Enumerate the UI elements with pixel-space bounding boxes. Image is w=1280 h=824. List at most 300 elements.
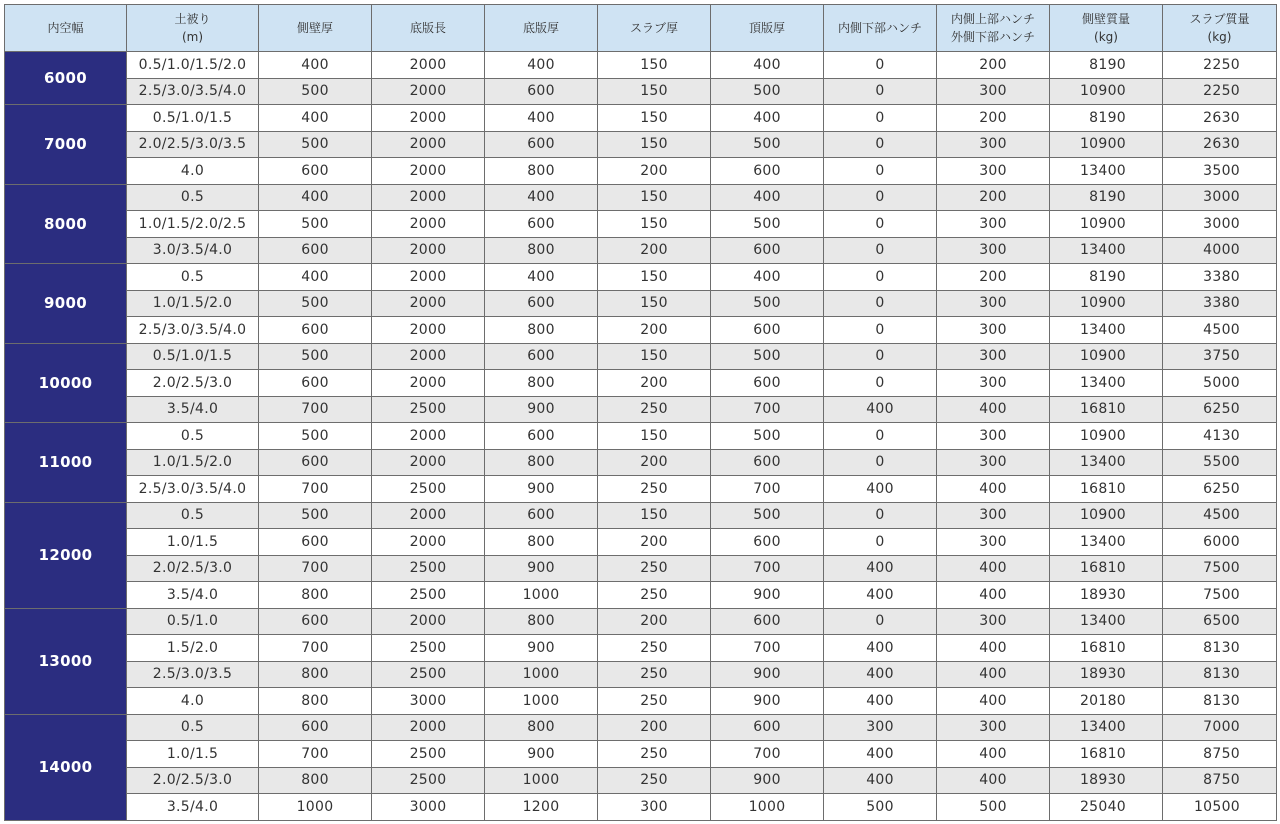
cell-slab-mass: 2250 [1163, 52, 1277, 79]
cell-bottom-slab-length: 3000 [372, 688, 485, 715]
cell-bottom-slab-thickness: 800 [485, 714, 598, 741]
cell-side-wall-thickness: 500 [259, 211, 372, 238]
cell-inner-upper-outer-lower-haunch: 300 [937, 714, 1050, 741]
cell-inner-lower-haunch: 400 [824, 688, 937, 715]
cell-bottom-slab-thickness: 1000 [485, 767, 598, 794]
cell-bottom-slab-length: 2000 [372, 131, 485, 158]
cell-cover-depth: 1.0/1.5/2.0 [127, 290, 259, 317]
header-slab-mass [1163, 5, 1277, 52]
header-bottom-slab-length [372, 5, 485, 52]
cell-slab-thickness: 150 [598, 423, 711, 450]
header-inner-lower-haunch-line: 内側下部ハンチ [837, 21, 922, 35]
cell-slab-thickness: 150 [598, 502, 711, 529]
cell-side-wall-mass: 13400 [1050, 158, 1163, 185]
cell-top-slab-thickness: 700 [711, 476, 824, 503]
cell-bottom-slab-length: 2000 [372, 105, 485, 132]
table-row [5, 449, 1277, 476]
specification-table [4, 4, 1277, 821]
cell-slab-mass: 8130 [1163, 688, 1277, 715]
cell-bottom-slab-length: 2000 [372, 502, 485, 529]
cell-top-slab-thickness: 600 [711, 714, 824, 741]
cell-bottom-slab-thickness: 600 [485, 423, 598, 450]
table-row [5, 211, 1277, 238]
cell-bottom-slab-thickness: 900 [485, 396, 598, 423]
cell-cover-depth: 3.5/4.0 [127, 396, 259, 423]
cell-slab-thickness: 200 [598, 714, 711, 741]
cell-inner-lower-haunch: 400 [824, 396, 937, 423]
cell-side-wall-thickness: 600 [259, 158, 372, 185]
cell-side-wall-thickness: 400 [259, 105, 372, 132]
cell-cover-depth: 0.5/1.0/1.5 [127, 343, 259, 370]
cell-cover-depth: 0.5 [127, 423, 259, 450]
cell-cover-depth: 1.5/2.0 [127, 635, 259, 662]
cell-side-wall-thickness: 700 [259, 741, 372, 768]
cell-bottom-slab-thickness: 400 [485, 105, 598, 132]
cell-slab-thickness: 150 [598, 105, 711, 132]
cell-inner-lower-haunch: 0 [824, 317, 937, 344]
cell-inner-lower-haunch: 0 [824, 131, 937, 158]
cell-side-wall-thickness: 600 [259, 608, 372, 635]
cell-top-slab-thickness: 600 [711, 317, 824, 344]
table-row [5, 105, 1277, 132]
cell-inner-upper-outer-lower-haunch: 400 [937, 555, 1050, 582]
cell-top-slab-thickness: 500 [711, 343, 824, 370]
cell-inner-upper-outer-lower-haunch: 300 [937, 449, 1050, 476]
cell-slab-thickness: 150 [598, 264, 711, 291]
cell-bottom-slab-length: 2500 [372, 767, 485, 794]
cell-slab-mass: 5500 [1163, 449, 1277, 476]
cell-slab-mass: 8750 [1163, 741, 1277, 768]
cell-side-wall-mass: 10900 [1050, 131, 1163, 158]
inner-width-group-cell: 11000 [5, 423, 127, 503]
cell-bottom-slab-thickness: 1000 [485, 661, 598, 688]
cell-bottom-slab-thickness: 400 [485, 184, 598, 211]
cell-bottom-slab-length: 2000 [372, 78, 485, 105]
header-side-wall-mass [1050, 5, 1163, 52]
cell-bottom-slab-length: 2000 [372, 237, 485, 264]
cell-slab-mass: 3500 [1163, 158, 1277, 185]
cell-slab-thickness: 200 [598, 370, 711, 397]
cell-inner-lower-haunch: 0 [824, 290, 937, 317]
cell-inner-upper-outer-lower-haunch: 400 [937, 635, 1050, 662]
cell-bottom-slab-length: 2000 [372, 608, 485, 635]
cell-inner-lower-haunch: 0 [824, 184, 937, 211]
cell-inner-upper-outer-lower-haunch: 300 [937, 529, 1050, 556]
cell-inner-upper-outer-lower-haunch: 300 [937, 290, 1050, 317]
cell-bottom-slab-thickness: 600 [485, 211, 598, 238]
cell-slab-thickness: 200 [598, 608, 711, 635]
cell-side-wall-thickness: 600 [259, 714, 372, 741]
cell-side-wall-thickness: 800 [259, 661, 372, 688]
cell-slab-thickness: 250 [598, 767, 711, 794]
cell-side-wall-thickness: 600 [259, 237, 372, 264]
cell-bottom-slab-length: 2000 [372, 158, 485, 185]
header-inner-upper-outer-lower-haunch-line: 内側上部ハンチ [950, 12, 1035, 26]
cell-inner-upper-outer-lower-haunch: 200 [937, 105, 1050, 132]
cell-bottom-slab-thickness: 1000 [485, 688, 598, 715]
cell-side-wall-thickness: 400 [259, 264, 372, 291]
cell-side-wall-mass: 8190 [1050, 105, 1163, 132]
cell-slab-thickness: 250 [598, 635, 711, 662]
cell-side-wall-thickness: 700 [259, 635, 372, 662]
cell-bottom-slab-length: 2000 [372, 52, 485, 79]
cell-inner-upper-outer-lower-haunch: 300 [937, 158, 1050, 185]
cell-top-slab-thickness: 400 [711, 52, 824, 79]
cell-inner-upper-outer-lower-haunch: 400 [937, 661, 1050, 688]
cell-slab-mass: 8130 [1163, 635, 1277, 662]
cell-top-slab-thickness: 600 [711, 608, 824, 635]
cell-inner-upper-outer-lower-haunch: 300 [937, 423, 1050, 450]
header-inner-width [5, 5, 127, 52]
cell-slab-mass: 6250 [1163, 396, 1277, 423]
cell-inner-lower-haunch: 0 [824, 158, 937, 185]
cell-top-slab-thickness: 1000 [711, 794, 824, 821]
header-slab-mass-line: スラブ質量 [1189, 12, 1250, 26]
cell-bottom-slab-thickness: 800 [485, 237, 598, 264]
cell-top-slab-thickness: 500 [711, 290, 824, 317]
cell-bottom-slab-length: 2000 [372, 343, 485, 370]
cell-side-wall-thickness: 500 [259, 502, 372, 529]
cell-side-wall-mass: 20180 [1050, 688, 1163, 715]
cell-slab-thickness: 150 [598, 290, 711, 317]
cell-cover-depth: 3.0/3.5/4.0 [127, 237, 259, 264]
cell-cover-depth: 1.0/1.5 [127, 529, 259, 556]
cell-bottom-slab-thickness: 600 [485, 78, 598, 105]
cell-cover-depth: 4.0 [127, 158, 259, 185]
table-row [5, 370, 1277, 397]
table-row [5, 290, 1277, 317]
cell-cover-depth: 2.0/2.5/3.0 [127, 555, 259, 582]
cell-inner-lower-haunch: 0 [824, 370, 937, 397]
cell-slab-mass: 7500 [1163, 582, 1277, 609]
cell-top-slab-thickness: 700 [711, 396, 824, 423]
cell-slab-thickness: 250 [598, 688, 711, 715]
cell-side-wall-thickness: 800 [259, 688, 372, 715]
table-row [5, 688, 1277, 715]
cell-top-slab-thickness: 400 [711, 105, 824, 132]
table-row [5, 264, 1277, 291]
table-row [5, 582, 1277, 609]
cell-side-wall-mass: 10900 [1050, 423, 1163, 450]
cell-slab-mass: 3000 [1163, 211, 1277, 238]
cell-inner-upper-outer-lower-haunch: 300 [937, 343, 1050, 370]
cell-cover-depth: 1.0/1.5 [127, 741, 259, 768]
inner-width-group-cell: 7000 [5, 105, 127, 185]
cell-side-wall-thickness: 700 [259, 476, 372, 503]
cell-bottom-slab-thickness: 800 [485, 449, 598, 476]
cell-side-wall-thickness: 500 [259, 343, 372, 370]
cell-slab-thickness: 250 [598, 582, 711, 609]
cell-side-wall-mass: 13400 [1050, 370, 1163, 397]
cell-side-wall-thickness: 800 [259, 767, 372, 794]
cell-bottom-slab-thickness: 800 [485, 529, 598, 556]
cell-inner-lower-haunch: 400 [824, 635, 937, 662]
cell-slab-thickness: 200 [598, 449, 711, 476]
inner-width-group-cell: 8000 [5, 184, 127, 264]
cell-side-wall-mass: 25040 [1050, 794, 1163, 821]
cell-bottom-slab-length: 2500 [372, 582, 485, 609]
header-cover-depth [127, 5, 259, 52]
cell-bottom-slab-thickness: 800 [485, 317, 598, 344]
header-inner-width-line: 内空幅 [47, 21, 84, 35]
cell-slab-mass: 7000 [1163, 714, 1277, 741]
cell-slab-mass: 8130 [1163, 661, 1277, 688]
inner-width-group-cell: 14000 [5, 714, 127, 820]
cell-cover-depth: 0.5 [127, 714, 259, 741]
cell-bottom-slab-length: 2000 [372, 370, 485, 397]
cell-inner-lower-haunch: 0 [824, 423, 937, 450]
cell-inner-lower-haunch: 400 [824, 555, 937, 582]
cell-cover-depth: 3.5/4.0 [127, 582, 259, 609]
table-row [5, 78, 1277, 105]
cell-side-wall-mass: 16810 [1050, 741, 1163, 768]
cell-inner-lower-haunch: 400 [824, 741, 937, 768]
cell-slab-thickness: 150 [598, 131, 711, 158]
cell-slab-mass: 2630 [1163, 131, 1277, 158]
cell-inner-upper-outer-lower-haunch: 400 [937, 767, 1050, 794]
cell-slab-thickness: 150 [598, 211, 711, 238]
table-row [5, 317, 1277, 344]
cell-slab-mass: 10500 [1163, 794, 1277, 821]
cell-cover-depth: 0.5/1.0 [127, 608, 259, 635]
table-row [5, 343, 1277, 370]
cell-inner-upper-outer-lower-haunch: 300 [937, 211, 1050, 238]
inner-width-group-cell: 12000 [5, 502, 127, 608]
cell-bottom-slab-thickness: 600 [485, 131, 598, 158]
cell-bottom-slab-length: 2000 [372, 317, 485, 344]
cell-cover-depth: 2.0/2.5/3.0/3.5 [127, 131, 259, 158]
cell-inner-upper-outer-lower-haunch: 300 [937, 370, 1050, 397]
cell-inner-lower-haunch: 400 [824, 767, 937, 794]
cell-cover-depth: 2.5/3.0/3.5/4.0 [127, 317, 259, 344]
header-inner-upper-outer-lower-haunch-line: 外側下部ハンチ [950, 30, 1035, 44]
cell-top-slab-thickness: 600 [711, 158, 824, 185]
header-side-wall-thickness [259, 5, 372, 52]
header-slab-thickness [598, 5, 711, 52]
cell-cover-depth: 1.0/1.5/2.0 [127, 449, 259, 476]
cell-slab-mass: 3380 [1163, 290, 1277, 317]
table-row [5, 635, 1277, 662]
cell-top-slab-thickness: 600 [711, 529, 824, 556]
cell-inner-upper-outer-lower-haunch: 400 [937, 741, 1050, 768]
cell-side-wall-thickness: 800 [259, 582, 372, 609]
cell-slab-mass: 4500 [1163, 317, 1277, 344]
cell-side-wall-mass: 13400 [1050, 237, 1163, 264]
table-row [5, 502, 1277, 529]
cell-bottom-slab-length: 2000 [372, 714, 485, 741]
cell-bottom-slab-thickness: 600 [485, 290, 598, 317]
cell-bottom-slab-thickness: 800 [485, 608, 598, 635]
cell-inner-upper-outer-lower-haunch: 400 [937, 582, 1050, 609]
cell-slab-mass: 6000 [1163, 529, 1277, 556]
cell-inner-upper-outer-lower-haunch: 300 [937, 237, 1050, 264]
header-slab-mass-line: (kg) [1207, 30, 1232, 44]
cell-slab-mass: 2250 [1163, 78, 1277, 105]
cell-bottom-slab-thickness: 800 [485, 158, 598, 185]
cell-slab-mass: 4000 [1163, 237, 1277, 264]
cell-bottom-slab-length: 2500 [372, 555, 485, 582]
cell-inner-lower-haunch: 0 [824, 264, 937, 291]
cell-side-wall-mass: 8190 [1050, 184, 1163, 211]
cell-inner-lower-haunch: 0 [824, 343, 937, 370]
cell-inner-lower-haunch: 0 [824, 608, 937, 635]
cell-side-wall-thickness: 500 [259, 131, 372, 158]
table-row [5, 158, 1277, 185]
cell-top-slab-thickness: 400 [711, 264, 824, 291]
cell-slab-thickness: 150 [598, 184, 711, 211]
cell-inner-lower-haunch: 0 [824, 211, 937, 238]
cell-inner-lower-haunch: 0 [824, 529, 937, 556]
cell-bottom-slab-thickness: 400 [485, 264, 598, 291]
cell-bottom-slab-length: 2000 [372, 449, 485, 476]
cell-inner-upper-outer-lower-haunch: 400 [937, 396, 1050, 423]
table-row [5, 608, 1277, 635]
cell-side-wall-thickness: 600 [259, 317, 372, 344]
cell-top-slab-thickness: 500 [711, 423, 824, 450]
cell-bottom-slab-length: 2500 [372, 741, 485, 768]
table-row [5, 555, 1277, 582]
cell-inner-upper-outer-lower-haunch: 400 [937, 476, 1050, 503]
table-row [5, 476, 1277, 503]
inner-width-group-cell: 13000 [5, 608, 127, 714]
cell-slab-thickness: 250 [598, 476, 711, 503]
cell-side-wall-thickness: 1000 [259, 794, 372, 821]
cell-top-slab-thickness: 700 [711, 635, 824, 662]
table-header [5, 5, 1277, 52]
cell-inner-upper-outer-lower-haunch: 400 [937, 688, 1050, 715]
cell-side-wall-mass: 13400 [1050, 714, 1163, 741]
table-body [5, 52, 1277, 821]
table-row [5, 661, 1277, 688]
header-cover-depth-line: (m) [181, 30, 204, 44]
cell-side-wall-thickness: 400 [259, 52, 372, 79]
cell-top-slab-thickness: 900 [711, 767, 824, 794]
header-top-slab-thickness [711, 5, 824, 52]
cell-bottom-slab-thickness: 900 [485, 476, 598, 503]
cell-top-slab-thickness: 400 [711, 184, 824, 211]
inner-width-group-cell: 9000 [5, 264, 127, 344]
cell-top-slab-thickness: 600 [711, 449, 824, 476]
cell-inner-upper-outer-lower-haunch: 300 [937, 608, 1050, 635]
cell-side-wall-mass: 16810 [1050, 476, 1163, 503]
cell-side-wall-thickness: 500 [259, 78, 372, 105]
cell-inner-lower-haunch: 400 [824, 476, 937, 503]
cell-slab-thickness: 200 [598, 317, 711, 344]
cell-inner-upper-outer-lower-haunch: 200 [937, 264, 1050, 291]
cell-side-wall-mass: 10900 [1050, 78, 1163, 105]
cell-bottom-slab-length: 2000 [372, 290, 485, 317]
table-row [5, 396, 1277, 423]
cell-inner-lower-haunch: 300 [824, 714, 937, 741]
cell-cover-depth: 0.5 [127, 502, 259, 529]
cell-bottom-slab-length: 2000 [372, 529, 485, 556]
cell-bottom-slab-length: 2000 [372, 184, 485, 211]
cell-bottom-slab-length: 3000 [372, 794, 485, 821]
cell-side-wall-mass: 16810 [1050, 396, 1163, 423]
cell-top-slab-thickness: 700 [711, 555, 824, 582]
cell-inner-lower-haunch: 0 [824, 52, 937, 79]
cell-top-slab-thickness: 900 [711, 661, 824, 688]
cell-slab-mass: 5000 [1163, 370, 1277, 397]
cell-bottom-slab-thickness: 1000 [485, 582, 598, 609]
cell-cover-depth: 4.0 [127, 688, 259, 715]
cell-bottom-slab-length: 2500 [372, 661, 485, 688]
cell-inner-lower-haunch: 0 [824, 502, 937, 529]
cell-slab-mass: 6250 [1163, 476, 1277, 503]
cell-top-slab-thickness: 900 [711, 688, 824, 715]
cell-side-wall-thickness: 600 [259, 370, 372, 397]
cell-side-wall-thickness: 600 [259, 449, 372, 476]
header-side-wall-mass-line: (kg) [1094, 30, 1118, 44]
cell-cover-depth: 3.5/4.0 [127, 794, 259, 821]
cell-top-slab-thickness: 500 [711, 78, 824, 105]
cell-inner-lower-haunch: 400 [824, 582, 937, 609]
table-row [5, 741, 1277, 768]
cell-slab-thickness: 150 [598, 78, 711, 105]
cell-slab-mass: 3380 [1163, 264, 1277, 291]
cell-inner-upper-outer-lower-haunch: 300 [937, 131, 1050, 158]
header-inner-lower-haunch [824, 5, 937, 52]
cell-inner-upper-outer-lower-haunch: 200 [937, 52, 1050, 79]
header-slab-thickness-line: スラブ厚 [629, 21, 678, 35]
cell-slab-thickness: 250 [598, 661, 711, 688]
cell-slab-thickness: 300 [598, 794, 711, 821]
cell-top-slab-thickness: 600 [711, 370, 824, 397]
cell-slab-mass: 6500 [1163, 608, 1277, 635]
header-cover-depth-line: 土被り [174, 12, 211, 26]
cell-bottom-slab-length: 2500 [372, 396, 485, 423]
header-bottom-slab-length-line: 底版長 [409, 21, 446, 35]
cell-cover-depth: 2.5/3.0/3.5/4.0 [127, 78, 259, 105]
cell-slab-mass: 2630 [1163, 105, 1277, 132]
cell-bottom-slab-length: 2500 [372, 476, 485, 503]
table-row [5, 237, 1277, 264]
cell-side-wall-mass: 8190 [1050, 52, 1163, 79]
cell-top-slab-thickness: 900 [711, 582, 824, 609]
cell-slab-mass: 3000 [1163, 184, 1277, 211]
cell-top-slab-thickness: 700 [711, 741, 824, 768]
cell-bottom-slab-length: 2500 [372, 635, 485, 662]
cell-slab-mass: 7500 [1163, 555, 1277, 582]
cell-cover-depth: 2.5/3.0/3.5 [127, 661, 259, 688]
cell-side-wall-thickness: 700 [259, 396, 372, 423]
cell-side-wall-mass: 13400 [1050, 529, 1163, 556]
cell-cover-depth: 0.5/1.0/1.5 [127, 105, 259, 132]
cell-cover-depth: 0.5 [127, 264, 259, 291]
cell-slab-thickness: 150 [598, 52, 711, 79]
cell-slab-thickness: 250 [598, 396, 711, 423]
cell-side-wall-mass: 10900 [1050, 343, 1163, 370]
inner-width-group-cell: 6000 [5, 52, 127, 105]
cell-bottom-slab-thickness: 1200 [485, 794, 598, 821]
table-row [5, 714, 1277, 741]
cell-side-wall-mass: 18930 [1050, 661, 1163, 688]
cell-side-wall-thickness: 400 [259, 184, 372, 211]
cell-side-wall-thickness: 500 [259, 423, 372, 450]
cell-side-wall-mass: 16810 [1050, 635, 1163, 662]
cell-bottom-slab-thickness: 600 [485, 343, 598, 370]
cell-inner-upper-outer-lower-haunch: 300 [937, 78, 1050, 105]
cell-slab-thickness: 150 [598, 343, 711, 370]
cell-bottom-slab-length: 2000 [372, 264, 485, 291]
cell-bottom-slab-thickness: 900 [485, 555, 598, 582]
cell-inner-lower-haunch: 0 [824, 449, 937, 476]
cell-top-slab-thickness: 500 [711, 502, 824, 529]
cell-inner-upper-outer-lower-haunch: 300 [937, 317, 1050, 344]
cell-side-wall-mass: 10900 [1050, 502, 1163, 529]
cell-side-wall-mass: 10900 [1050, 211, 1163, 238]
cell-cover-depth: 0.5/1.0/1.5/2.0 [127, 52, 259, 79]
